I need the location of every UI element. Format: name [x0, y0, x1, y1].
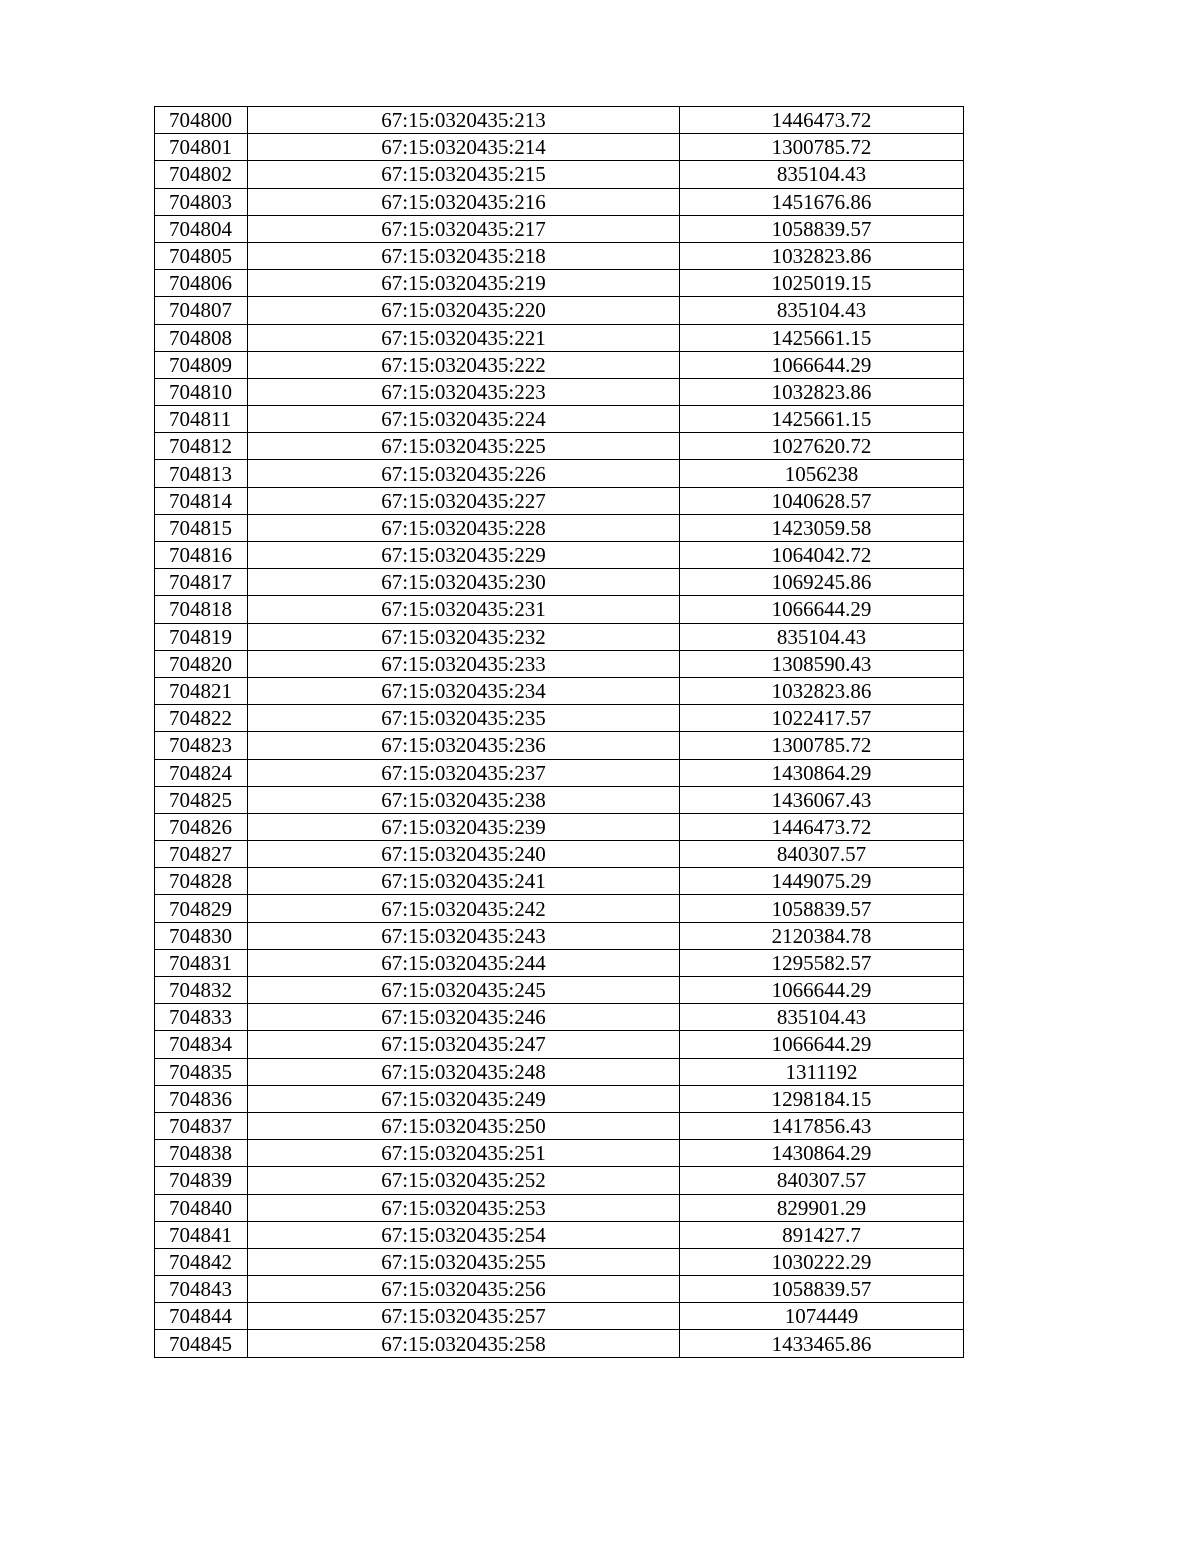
- row-number-cell: 704800: [155, 107, 248, 134]
- row-number-cell: 704822: [155, 705, 248, 732]
- table-row: [155, 759, 964, 786]
- value-cell: 1058839.57: [680, 895, 964, 922]
- row-number-cell: 704815: [155, 514, 248, 541]
- table-row: [155, 949, 964, 976]
- cadastral-number-cell: 67:15:0320435:220: [248, 297, 680, 324]
- cadastral-number-cell: 67:15:0320435:235: [248, 705, 680, 732]
- value-cell: 1451676.86: [680, 188, 964, 215]
- table-row: [155, 677, 964, 704]
- cadastral-number-cell: 67:15:0320435:219: [248, 270, 680, 297]
- cadastral-number-cell: 67:15:0320435:229: [248, 542, 680, 569]
- table-row: [155, 324, 964, 351]
- value-cell: 1423059.58: [680, 514, 964, 541]
- value-cell: 2120384.78: [680, 922, 964, 949]
- value-cell: 1040628.57: [680, 487, 964, 514]
- value-cell: 1025019.15: [680, 270, 964, 297]
- table-row: [155, 623, 964, 650]
- row-number-cell: 704839: [155, 1167, 248, 1194]
- cadastral-number-cell: 67:15:0320435:227: [248, 487, 680, 514]
- row-number-cell: 704823: [155, 732, 248, 759]
- row-number-cell: 704802: [155, 161, 248, 188]
- table-row: [155, 134, 964, 161]
- cadastral-number-cell: 67:15:0320435:231: [248, 596, 680, 623]
- cadastral-number-cell: 67:15:0320435:218: [248, 242, 680, 269]
- row-number-cell: 704831: [155, 949, 248, 976]
- cadastral-number-cell: 67:15:0320435:253: [248, 1194, 680, 1221]
- cadastral-number-cell: 67:15:0320435:226: [248, 460, 680, 487]
- table-row: [155, 215, 964, 242]
- value-cell: 1066644.29: [680, 596, 964, 623]
- row-number-cell: 704812: [155, 433, 248, 460]
- value-cell: 1298184.15: [680, 1085, 964, 1112]
- table-row: [155, 732, 964, 759]
- cadastral-number-cell: 67:15:0320435:250: [248, 1112, 680, 1139]
- cadastral-number-cell: 67:15:0320435:244: [248, 949, 680, 976]
- table-row: [155, 487, 964, 514]
- value-cell: 1300785.72: [680, 134, 964, 161]
- cadastral-number-cell: 67:15:0320435:225: [248, 433, 680, 460]
- cadastral-number-cell: 67:15:0320435:256: [248, 1276, 680, 1303]
- table-row: [155, 1167, 964, 1194]
- table-row: [155, 1031, 964, 1058]
- value-cell: 835104.43: [680, 297, 964, 324]
- value-cell: 1430864.29: [680, 1140, 964, 1167]
- cadastral-number-cell: 67:15:0320435:255: [248, 1248, 680, 1275]
- value-cell: 1064042.72: [680, 542, 964, 569]
- cadastral-number-cell: 67:15:0320435:243: [248, 922, 680, 949]
- table-row: [155, 786, 964, 813]
- table-row: [155, 705, 964, 732]
- cadastral-number-cell: 67:15:0320435:216: [248, 188, 680, 215]
- table-row: [155, 378, 964, 405]
- table-row: [155, 161, 964, 188]
- table-row: [155, 922, 964, 949]
- table-row: [155, 650, 964, 677]
- row-number-cell: 704836: [155, 1085, 248, 1112]
- value-cell: 1446473.72: [680, 813, 964, 840]
- row-number-cell: 704844: [155, 1303, 248, 1330]
- row-number-cell: 704805: [155, 242, 248, 269]
- row-number-cell: 704845: [155, 1330, 248, 1357]
- value-cell: 1430864.29: [680, 759, 964, 786]
- value-cell: 1022417.57: [680, 705, 964, 732]
- cadastral-number-cell: 67:15:0320435:214: [248, 134, 680, 161]
- row-number-cell: 704804: [155, 215, 248, 242]
- value-cell: 1030222.29: [680, 1248, 964, 1275]
- value-cell: 891427.7: [680, 1221, 964, 1248]
- table-row: [155, 188, 964, 215]
- table-row: [155, 977, 964, 1004]
- value-cell: 1425661.15: [680, 324, 964, 351]
- table-row: [155, 596, 964, 623]
- table-row: [155, 433, 964, 460]
- cadastral-number-cell: 67:15:0320435:221: [248, 324, 680, 351]
- value-cell: 835104.43: [680, 1004, 964, 1031]
- cadastral-number-cell: 67:15:0320435:249: [248, 1085, 680, 1112]
- cadastral-number-cell: 67:15:0320435:228: [248, 514, 680, 541]
- row-number-cell: 704818: [155, 596, 248, 623]
- table-row: [155, 1221, 964, 1248]
- row-number-cell: 704807: [155, 297, 248, 324]
- table-row: [155, 297, 964, 324]
- cadastral-number-cell: 67:15:0320435:257: [248, 1303, 680, 1330]
- value-cell: 835104.43: [680, 161, 964, 188]
- value-cell: 1295582.57: [680, 949, 964, 976]
- table-row: [155, 569, 964, 596]
- table-row: [155, 841, 964, 868]
- table-row: [155, 1058, 964, 1085]
- table-row: [155, 813, 964, 840]
- value-cell: 1446473.72: [680, 107, 964, 134]
- table-row: [155, 242, 964, 269]
- row-number-cell: 704826: [155, 813, 248, 840]
- row-number-cell: 704813: [155, 460, 248, 487]
- table-row: [155, 514, 964, 541]
- row-number-cell: 704829: [155, 895, 248, 922]
- cadastral-number-cell: 67:15:0320435:242: [248, 895, 680, 922]
- row-number-cell: 704801: [155, 134, 248, 161]
- value-cell: 1058839.57: [680, 1276, 964, 1303]
- cadastral-number-cell: 67:15:0320435:245: [248, 977, 680, 1004]
- table-row: [155, 1112, 964, 1139]
- row-number-cell: 704819: [155, 623, 248, 650]
- row-number-cell: 704838: [155, 1140, 248, 1167]
- value-cell: 835104.43: [680, 623, 964, 650]
- table-row: [155, 1085, 964, 1112]
- row-number-cell: 704843: [155, 1276, 248, 1303]
- value-cell: 1056238: [680, 460, 964, 487]
- value-cell: 1066644.29: [680, 1031, 964, 1058]
- cadastral-number-cell: 67:15:0320435:248: [248, 1058, 680, 1085]
- row-number-cell: 704808: [155, 324, 248, 351]
- cadastral-number-cell: 67:15:0320435:239: [248, 813, 680, 840]
- row-number-cell: 704842: [155, 1248, 248, 1275]
- row-number-cell: 704827: [155, 841, 248, 868]
- table-row: [155, 460, 964, 487]
- table-row: [155, 406, 964, 433]
- value-cell: 840307.57: [680, 1167, 964, 1194]
- cadastral-number-cell: 67:15:0320435:252: [248, 1167, 680, 1194]
- value-cell: 1027620.72: [680, 433, 964, 460]
- table-body: [155, 107, 964, 1358]
- table-row: [155, 270, 964, 297]
- row-number-cell: 704814: [155, 487, 248, 514]
- row-number-cell: 704803: [155, 188, 248, 215]
- table-row: [155, 107, 964, 134]
- table-row: [155, 895, 964, 922]
- table-row: [155, 1248, 964, 1275]
- cadastral-number-cell: 67:15:0320435:236: [248, 732, 680, 759]
- row-number-cell: 704841: [155, 1221, 248, 1248]
- row-number-cell: 704821: [155, 677, 248, 704]
- cadastral-number-cell: 67:15:0320435:238: [248, 786, 680, 813]
- value-cell: 1311192: [680, 1058, 964, 1085]
- row-number-cell: 704811: [155, 406, 248, 433]
- row-number-cell: 704806: [155, 270, 248, 297]
- row-number-cell: 704820: [155, 650, 248, 677]
- table-row: [155, 1303, 964, 1330]
- cadastral-number-cell: 67:15:0320435:224: [248, 406, 680, 433]
- value-cell: 1032823.86: [680, 378, 964, 405]
- table-row: [155, 1004, 964, 1031]
- row-number-cell: 704832: [155, 977, 248, 1004]
- value-cell: 1417856.43: [680, 1112, 964, 1139]
- value-cell: 1449075.29: [680, 868, 964, 895]
- value-cell: 1066644.29: [680, 351, 964, 378]
- table-row: [155, 1330, 964, 1357]
- row-number-cell: 704828: [155, 868, 248, 895]
- table-row: [155, 1276, 964, 1303]
- cadastral-number-cell: 67:15:0320435:230: [248, 569, 680, 596]
- row-number-cell: 704840: [155, 1194, 248, 1221]
- cadastral-number-cell: 67:15:0320435:223: [248, 378, 680, 405]
- cadastral-number-cell: 67:15:0320435:234: [248, 677, 680, 704]
- cadastral-number-cell: 67:15:0320435:240: [248, 841, 680, 868]
- value-cell: 1425661.15: [680, 406, 964, 433]
- cadastral-number-cell: 67:15:0320435:217: [248, 215, 680, 242]
- value-cell: 1032823.86: [680, 242, 964, 269]
- value-cell: 1074449: [680, 1303, 964, 1330]
- row-number-cell: 704837: [155, 1112, 248, 1139]
- row-number-cell: 704825: [155, 786, 248, 813]
- cadastral-number-cell: 67:15:0320435:258: [248, 1330, 680, 1357]
- row-number-cell: 704817: [155, 569, 248, 596]
- value-cell: 1032823.86: [680, 677, 964, 704]
- value-cell: 1066644.29: [680, 977, 964, 1004]
- data-table: [154, 106, 964, 1358]
- row-number-cell: 704834: [155, 1031, 248, 1058]
- table-row: [155, 351, 964, 378]
- cadastral-number-cell: 67:15:0320435:237: [248, 759, 680, 786]
- table-row: [155, 868, 964, 895]
- row-number-cell: 704816: [155, 542, 248, 569]
- cadastral-number-cell: 67:15:0320435:233: [248, 650, 680, 677]
- cadastral-number-cell: 67:15:0320435:215: [248, 161, 680, 188]
- row-number-cell: 704810: [155, 378, 248, 405]
- row-number-cell: 704835: [155, 1058, 248, 1085]
- row-number-cell: 704824: [155, 759, 248, 786]
- row-number-cell: 704833: [155, 1004, 248, 1031]
- cadastral-number-cell: 67:15:0320435:241: [248, 868, 680, 895]
- value-cell: 1300785.72: [680, 732, 964, 759]
- value-cell: 1433465.86: [680, 1330, 964, 1357]
- value-cell: 1058839.57: [680, 215, 964, 242]
- value-cell: 1069245.86: [680, 569, 964, 596]
- row-number-cell: 704830: [155, 922, 248, 949]
- cadastral-number-cell: 67:15:0320435:232: [248, 623, 680, 650]
- value-cell: 1436067.43: [680, 786, 964, 813]
- cadastral-number-cell: 67:15:0320435:247: [248, 1031, 680, 1058]
- cadastral-number-cell: 67:15:0320435:254: [248, 1221, 680, 1248]
- cadastral-number-cell: 67:15:0320435:222: [248, 351, 680, 378]
- table-row: [155, 1194, 964, 1221]
- cadastral-number-cell: 67:15:0320435:246: [248, 1004, 680, 1031]
- table-row: [155, 542, 964, 569]
- value-cell: 840307.57: [680, 841, 964, 868]
- cadastral-number-cell: 67:15:0320435:251: [248, 1140, 680, 1167]
- value-cell: 1308590.43: [680, 650, 964, 677]
- cadastral-number-cell: 67:15:0320435:213: [248, 107, 680, 134]
- value-cell: 829901.29: [680, 1194, 964, 1221]
- row-number-cell: 704809: [155, 351, 248, 378]
- table-row: [155, 1140, 964, 1167]
